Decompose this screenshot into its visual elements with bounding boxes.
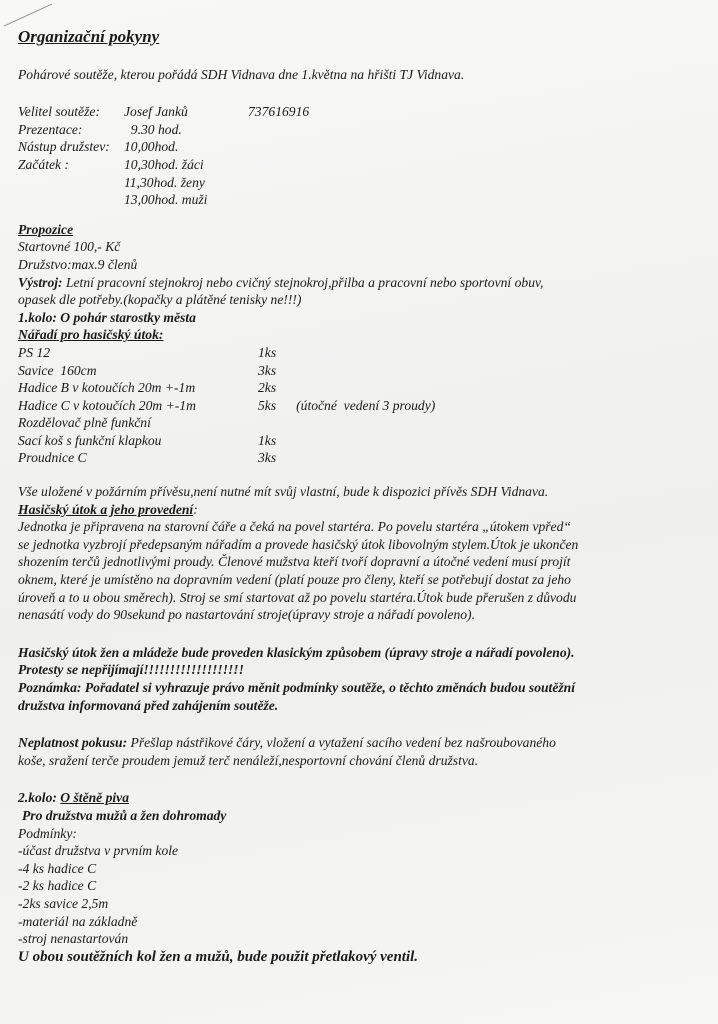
naradi-name: Hadice C v kotoučích 20m +-1m	[18, 397, 196, 413]
utok-heading-colon: :	[193, 501, 198, 517]
neplatnost-label: Neplatnost pokusu:	[18, 735, 128, 751]
neplatnost-text-2: koše, sražení terče proudem jemuž terč nenáleží,nesportovní chování členů družstva.	[18, 752, 479, 768]
list-item	[18, 414, 708, 432]
list-item: -2 ks hadice C	[18, 878, 97, 894]
utok-text-line: nenasátí vody do 90sekund po nastartování stroje(úpravy stroje a nářadí povoleno).	[18, 607, 475, 623]
info-block	[18, 103, 708, 209]
kolo2-prefix: 2.kolo:	[18, 790, 61, 806]
info-value: 10,00hod.	[124, 139, 179, 155]
utok-heading: Hasičský útok a jeho provedení	[18, 501, 194, 517]
info-value: 13,00hod. muži	[124, 192, 208, 208]
naradi-name: PS 12	[18, 344, 51, 360]
document-title: Organizační pokyny	[18, 27, 160, 46]
list-item: -stroj nenastartován	[18, 931, 129, 947]
info-value: Josef Janků	[124, 104, 188, 120]
vystroj-label: Výstroj:	[18, 274, 63, 290]
utok-heading-line	[18, 501, 708, 519]
final-note: U obou soutěžních kol žen a mužů, bude použit přetlakový ventil.	[18, 948, 419, 965]
naradi-qty: 3ks	[258, 450, 277, 466]
poznamka-note-2: družstva informovaná před zahájením soutěže.	[18, 697, 279, 713]
info-value: 10,30hod. žáci	[124, 156, 204, 172]
naradi-name: Rozdělovač plně funkční	[18, 415, 151, 431]
utok-text-line: se jednotka vyzbrojí předepsaným nářadím a provede hasičský útok libovolným stylem.Útok je ukončen	[18, 536, 579, 552]
list-item: -účast družstva v prvním kole	[18, 843, 179, 859]
list-item	[18, 344, 708, 362]
info-phone: 737616916	[248, 104, 310, 120]
zeny-note: Hasičský útok žen a mládeže bude proveden klasickým způsobem (úpravy stroje a nářadí povoleno).	[18, 644, 575, 660]
info-row-nastup	[18, 138, 708, 156]
kolo2-label: O štěně piva	[60, 790, 130, 806]
list-item	[18, 362, 708, 380]
neplatnost-text: Přešlap nástřikové čáry, vložení a vytažení sacího vedení bez našroubovaného	[127, 735, 556, 751]
naradi-name: Sací koš s funkční klapkou	[18, 432, 162, 448]
utok-text-line: Jednotka je připravena na starovní čáře a čeká na povel startéra. Po povelu startéra „útokem vpřed“	[18, 519, 571, 535]
prives-text: Vše uložené v požárním přívěsu,není nutné mít svůj vlastní, bude k dispozici přívěs SDH Vidnava.	[18, 484, 549, 500]
info-label: Prezentace:	[18, 121, 83, 137]
naradi-qty: 3ks	[258, 362, 277, 378]
info-value: 11,30hod. ženy	[124, 174, 205, 190]
vystroj-text-2: opasek dle potřeby.(kopačky a plátěné tenisky ne!!!)	[18, 292, 302, 308]
naradi-name: Proudnice C	[18, 450, 87, 466]
propozice-heading: Propozice	[18, 221, 74, 237]
startovne-text: Startovné 100,- Kč	[18, 239, 121, 255]
vystroj-line	[18, 274, 708, 292]
druzstvo-text: Družstvo:max.9 členů	[18, 256, 138, 272]
naradi-qty: 2ks	[258, 380, 277, 396]
info-label: Začátek :	[18, 156, 69, 172]
utok-text-line: úroveň a to u obou směrech). Stroj se smí startovat až po povelu startéra.Útok bude přerušen z důvodu	[18, 589, 577, 605]
naradi-name: Hadice B v kotoučích 20m +-1m	[18, 380, 196, 396]
kolo2-heading	[18, 789, 708, 807]
kolo2-subtitle: Pro družstva mužů a žen dohromady	[22, 807, 227, 823]
naradi-list	[18, 344, 708, 467]
vystroj-text: Letní pracovní stejnokroj nebo cvičný stejnokroj,přilba a pracovní nebo sportovní obuv,	[62, 274, 544, 290]
info-row-zacatek-3	[18, 191, 708, 209]
naradi-qty: 1ks	[258, 344, 277, 360]
info-row-prezentace	[18, 121, 708, 139]
info-label	[18, 174, 124, 192]
neplatnost-line	[18, 734, 708, 752]
naradi-heading: Nářadí pro hasičský útok:	[18, 327, 164, 343]
paper-fold-mark	[0, 0, 60, 30]
info-label: Nástup družstev:	[18, 139, 110, 155]
kolo1-label: 1.kolo: O pohár starostky města	[18, 309, 196, 325]
info-label	[18, 191, 124, 209]
poznamka-note: Poznámka: Pořadatel si vyhrazuje právo měnit podmínky soutěže, o těchto změnách budou soutěžní	[18, 680, 575, 695]
info-row-zacatek-2	[18, 174, 708, 192]
info-value: 9.30 hod.	[124, 121, 182, 137]
protesty-note: Protesty se nepřijímají!!!!!!!!!!!!!!!!!!!	[18, 662, 244, 678]
list-item	[18, 449, 708, 467]
list-item: -materiál na základně	[18, 913, 138, 929]
naradi-note: (útočné vedení 3 proudy)	[296, 397, 436, 413]
naradi-qty: 1ks	[258, 432, 277, 448]
list-item	[18, 379, 708, 397]
utok-text-line: oknem, které je umístěno na dopravním vedení (platí pouze pro členy, kteří se potřebují dostat za jeho	[18, 572, 571, 588]
list-item	[18, 432, 708, 450]
info-row-velitel	[18, 103, 708, 121]
list-item	[18, 397, 708, 415]
podminky-label: Podmínky:	[18, 825, 77, 841]
document-body	[18, 28, 708, 967]
naradi-name: Savice 160cm	[18, 362, 97, 378]
list-item: -2ks savice 2,5m	[18, 895, 109, 911]
utok-text-line: shozením terčů jednotlivými proudy. Členové mužstva kteří tvoří dopravní a útočné vedení musí projít	[18, 554, 571, 570]
list-item: -4 ks hadice C	[18, 860, 97, 876]
info-label: Velitel soutěže:	[18, 104, 100, 120]
intro-text: Pohárové soutěže, kterou pořádá SDH Vidnava dne 1.května na hřišti TJ Vidnava.	[18, 66, 465, 82]
info-row-zacatek	[18, 156, 708, 174]
naradi-qty: 5ks	[258, 397, 277, 413]
